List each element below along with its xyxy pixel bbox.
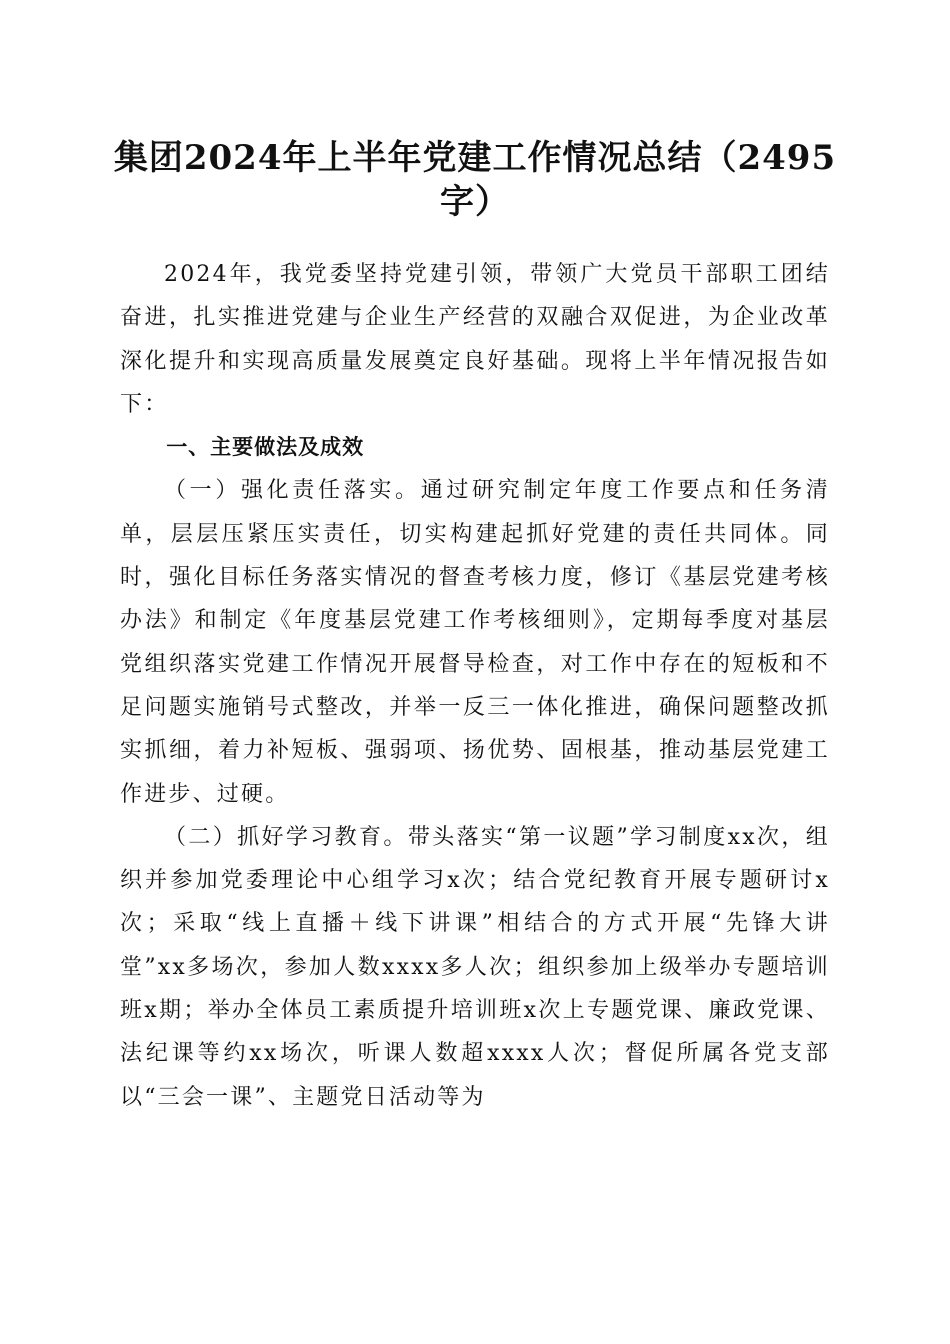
- document-title: 集团2024年上半年党建工作情况总结（2495字）: [113, 138, 837, 222]
- subsection-lead-2: （二）抓好学习教育。: [164, 824, 408, 850]
- subsection-paragraph-2: [120, 816, 830, 1119]
- subsection-lead-1: （一）强化责任落实。: [164, 478, 421, 504]
- subsection-text-2: 带头落实“第一议题”学习制度xx次，组织并参加党委理论中心组学习x次；结合党纪教育开展专题研讨x次；采取“线上直播＋线下讲课”相结合的方式开展“先锋大讲堂”xx多场次，参加人数xxxx多人次；组织参加上级举办专题培训班x期；举办全体员工素质提升培训班x次上专题党课、廉政党课、法纪课等约xx场次，听课人数超xxxx人次；督促所属各党支部以“三会一课”、主题党日活动等为: [120, 824, 830, 1110]
- document-body: [120, 253, 830, 1119]
- intro-paragraph: 2024年，我党委坚持党建引领，带领广大党员干部职工团结奋进，扎实推进党建与企业生产经营的双融合双促进，为企业改革深化提升和实现高质量发展奠定良好基础。现将上半年情况报告如下：: [120, 262, 830, 417]
- subsection-paragraph-1: [120, 469, 830, 815]
- subsection-text-1: 通过研究制定年度工作要点和任务清单，层层压紧压实责任，切实构建起抓好党建的责任共同体。同时，强化目标任务落实情况的督查考核力度，修订《基层党建考核办法》和制定《年度基层党建工作考核细则》，定期每季度对基层党组织落实党建工作情况开展督导检查，对工作中存在的短板和不足问题实施销号式整改，并举一反三一体化推进，确保问题整改抓实抓细，着力补短板、强弱项、扬优势、固根基，推动基层党建工作进步、过硬。: [120, 478, 830, 807]
- section-heading: 一、主要做法及成效: [166, 435, 365, 460]
